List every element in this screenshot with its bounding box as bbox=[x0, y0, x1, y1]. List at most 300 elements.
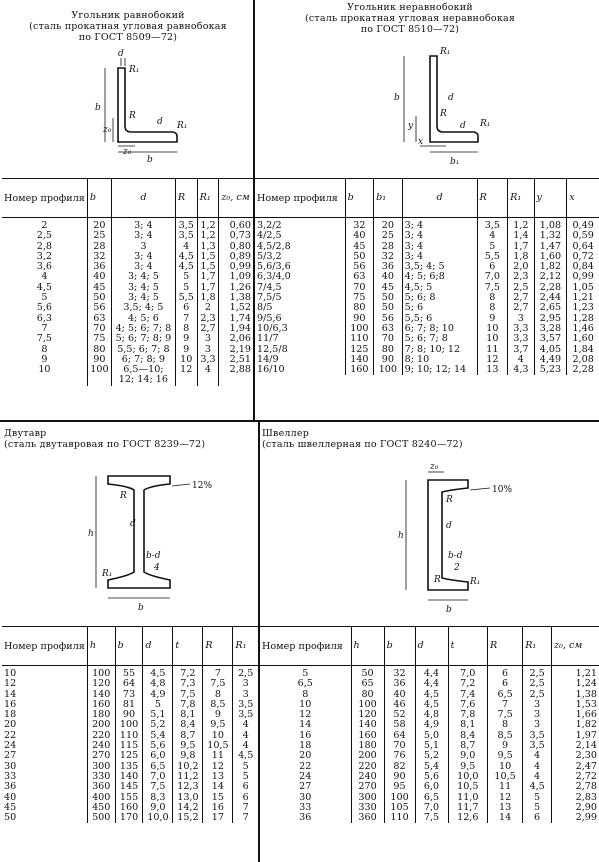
table-cell: 7 bbox=[233, 803, 258, 813]
angle-equal-table bbox=[2, 178, 253, 386]
table-cell: 4 bbox=[523, 762, 552, 772]
table-cell: 140 bbox=[87, 690, 115, 700]
table-cell: 3,3 bbox=[508, 324, 534, 334]
table-cell: 36 bbox=[299, 812, 312, 824]
table-cell: 16/10 bbox=[257, 364, 285, 376]
table-cell: 80 bbox=[87, 345, 111, 355]
table-cell: 4,5/2,8 bbox=[257, 240, 291, 252]
table-cell bbox=[175, 375, 197, 385]
table-cell: 10/6,3 bbox=[257, 322, 288, 334]
table-cell: 2 bbox=[41, 220, 48, 231]
table-cell: 2,28 bbox=[567, 365, 599, 375]
table-cell: 240 bbox=[351, 772, 384, 782]
table-cell: 1,08 bbox=[534, 218, 567, 232]
table-cell: 5,6 bbox=[143, 741, 173, 751]
table-cell: 11,2 bbox=[173, 772, 203, 782]
table-cell: 4,9 bbox=[143, 690, 173, 700]
table-cell: 3; 4; 5 bbox=[111, 283, 175, 293]
table-cell: 115 bbox=[115, 741, 143, 751]
table-cell: 135 bbox=[115, 762, 143, 772]
table-cell: 4,05 bbox=[534, 345, 567, 355]
table-cell: 5,2 bbox=[143, 720, 173, 730]
table-cell: 4,8 bbox=[415, 710, 448, 720]
table-cell: 360 bbox=[351, 813, 384, 823]
table-cell: 10,2 bbox=[173, 762, 203, 772]
table-cell: 5,4 bbox=[415, 762, 448, 772]
table-cell: 3; 4 bbox=[111, 252, 175, 262]
table-cell: 9/5,6 bbox=[257, 312, 282, 324]
table-cell: 4,5; 5 bbox=[402, 283, 477, 293]
table-cell: 9; 10; 12; 14 bbox=[402, 365, 477, 375]
table-cell: 6,3/4,0 bbox=[257, 271, 291, 283]
table-cell: 5 bbox=[175, 283, 197, 293]
table-cell: 220 bbox=[87, 731, 115, 741]
table-cell: 9,5 bbox=[448, 762, 487, 772]
table-cell: 6 bbox=[175, 303, 197, 313]
angle-unequal-title: Угольник неравнобокий bbox=[347, 2, 473, 13]
table-cell: 1,84 bbox=[567, 345, 599, 355]
table-cell: 1,32 bbox=[534, 231, 567, 241]
table-cell: 2,72 bbox=[552, 772, 599, 782]
col-b1: b₁ bbox=[374, 179, 403, 218]
table-cell: 2,95 bbox=[534, 314, 567, 324]
svg-text:z₀: z₀ bbox=[123, 147, 132, 157]
col-d: d bbox=[402, 179, 477, 218]
table-cell: 9 bbox=[175, 345, 197, 355]
table-cell: 56 bbox=[87, 303, 111, 313]
table-cell: 9,5 bbox=[173, 741, 203, 751]
table-cell: 40 bbox=[345, 231, 374, 241]
table-cell: 7,8 bbox=[173, 700, 203, 710]
table-cell: 1,2 bbox=[508, 218, 534, 232]
svg-text:R: R bbox=[446, 495, 453, 505]
table-cell: 2,44 bbox=[534, 293, 567, 303]
table-cell: 110 bbox=[115, 731, 143, 741]
table-cell: 2,06 bbox=[219, 334, 253, 344]
table-cell: 2,30 bbox=[552, 751, 599, 761]
table-cell: 50 bbox=[374, 303, 403, 313]
table-cell: 200 bbox=[87, 720, 115, 730]
table-cell: 3,2/2 bbox=[257, 220, 282, 231]
table-cell: 3 bbox=[111, 242, 175, 252]
table-cell: 3; 4 bbox=[402, 242, 477, 252]
ibeam-heading bbox=[4, 428, 205, 450]
table-cell: 45 bbox=[374, 283, 403, 293]
table-cell: 0,49 bbox=[567, 218, 599, 232]
table-cell: 100 bbox=[384, 793, 415, 803]
table-cell: 3 bbox=[508, 314, 534, 324]
table-cell: 5 bbox=[233, 762, 258, 772]
table-cell: 3; 4 bbox=[111, 262, 175, 272]
table-cell: 330 bbox=[351, 803, 384, 813]
table-cell: 0,73 bbox=[219, 231, 253, 241]
table-cell: 6,5 bbox=[297, 678, 313, 690]
svg-text:R₁: R₁ bbox=[177, 121, 188, 131]
table-cell: 95 bbox=[384, 782, 415, 792]
table-cell: 270 bbox=[351, 782, 384, 792]
table-cell: 3,5 bbox=[523, 731, 552, 741]
table-cell: 8 bbox=[477, 293, 508, 303]
col-profile: Номер профиля bbox=[2, 627, 87, 666]
table-cell: 7,5 bbox=[36, 333, 53, 345]
table-cell: 3 bbox=[197, 345, 219, 355]
table-cell: 4 bbox=[477, 231, 508, 241]
table-cell: 1,94 bbox=[219, 324, 253, 334]
table-cell: 9 bbox=[41, 353, 48, 365]
table-cell: 70 bbox=[345, 283, 374, 293]
table-cell: 4,4 bbox=[415, 679, 448, 689]
table-cell: 14,2 bbox=[173, 803, 203, 813]
table-cell: 7,0 bbox=[143, 772, 173, 782]
table-cell: 1,97 bbox=[552, 731, 599, 741]
table-cell: 11 bbox=[488, 782, 523, 792]
table-cell: 64 bbox=[384, 731, 415, 741]
table-cell: 1,7 bbox=[197, 283, 219, 293]
table-cell: 8,4 bbox=[173, 720, 203, 730]
table-cell: 12 bbox=[477, 355, 508, 365]
table-cell: 10,0 bbox=[448, 772, 487, 782]
svg-text:y: y bbox=[408, 121, 414, 131]
table-cell: 1,38 bbox=[219, 293, 253, 303]
table-cell: 7,6 bbox=[448, 700, 487, 710]
table-cell: 4; 5; 6 bbox=[111, 314, 175, 324]
table-cell: 5; 6 bbox=[402, 303, 477, 313]
table-cell: 13 bbox=[477, 365, 508, 375]
table-cell: 0,99 bbox=[567, 272, 599, 282]
svg-text:b-d: b-d bbox=[448, 551, 463, 561]
ibeam-diagram bbox=[80, 462, 230, 622]
table-cell: 10,5 bbox=[203, 741, 233, 751]
table-cell: 1,60 bbox=[534, 252, 567, 262]
table-cell: 0,99 bbox=[219, 262, 253, 272]
table-cell: 32 bbox=[384, 666, 415, 680]
table-cell: 8; 10 bbox=[402, 355, 477, 365]
table-cell: 8,5 bbox=[203, 700, 233, 710]
table-cell: 90 bbox=[374, 355, 403, 365]
col-d: d bbox=[143, 627, 173, 666]
channel-diagram bbox=[390, 458, 520, 623]
table-cell: 82 bbox=[384, 762, 415, 772]
svg-text:h: h bbox=[88, 529, 94, 539]
angle-unequal-diagram bbox=[390, 40, 505, 170]
table-cell: 2,51 bbox=[219, 355, 253, 365]
table-cell: 1,21 bbox=[552, 666, 599, 680]
svg-text:d: d bbox=[157, 117, 163, 127]
table-cell: 36 bbox=[4, 781, 17, 793]
col-R: R bbox=[488, 627, 523, 666]
table-cell: 2,47 bbox=[552, 762, 599, 772]
table-cell: 155 bbox=[115, 793, 143, 803]
table-cell: 160 bbox=[115, 803, 143, 813]
table-cell: 3; 4 bbox=[111, 218, 175, 232]
col-b: b bbox=[87, 179, 111, 218]
table-cell: 2,28 bbox=[534, 283, 567, 293]
col-x: x bbox=[567, 179, 599, 218]
table-cell: 220 bbox=[351, 762, 384, 772]
table-cell: 5 bbox=[175, 272, 197, 282]
table-cell: 5; 6; 7; 8 bbox=[402, 334, 477, 344]
table-cell: 120 bbox=[87, 679, 115, 689]
table-cell: 6,5 bbox=[488, 690, 523, 700]
table-cell: 5 bbox=[523, 793, 552, 803]
svg-text:d: d bbox=[130, 519, 136, 529]
table-cell: 3 bbox=[233, 690, 258, 700]
svg-text:R: R bbox=[434, 575, 441, 585]
table-cell: 2,5 bbox=[523, 690, 552, 700]
table-cell: 7,5 bbox=[173, 690, 203, 700]
table-cell: 4 bbox=[233, 741, 258, 751]
table-cell: 15,2 bbox=[173, 813, 203, 823]
table-cell: 1,26 bbox=[219, 283, 253, 293]
table-cell: 3; 4 bbox=[402, 218, 477, 232]
ibeam-subtitle: (сталь двутавровая по ГОСТ 8239—72) bbox=[4, 439, 206, 450]
table-cell: 80 bbox=[351, 690, 384, 700]
table-cell: 300 bbox=[87, 762, 115, 772]
table-cell: 4 bbox=[523, 772, 552, 782]
table-cell: 12 bbox=[4, 678, 17, 690]
table-cell: 3; 4 bbox=[402, 231, 477, 241]
table-cell: 5 bbox=[143, 700, 173, 710]
svg-text:x: x bbox=[418, 137, 424, 147]
table-cell: 25 bbox=[87, 231, 111, 241]
table-cell: 1,82 bbox=[534, 262, 567, 272]
table-cell: 12; 14; 16 bbox=[111, 375, 175, 385]
table-cell: 14 bbox=[203, 782, 233, 792]
table-cell: 3; 4; 5 bbox=[111, 272, 175, 282]
table-cell: 1,3 bbox=[197, 242, 219, 252]
table-cell: 1,66 bbox=[552, 710, 599, 720]
table-cell: 100 bbox=[87, 365, 111, 375]
table-cell: 2,5 bbox=[233, 666, 258, 680]
table-cell: 6,5—10; bbox=[111, 365, 175, 375]
table-cell: 160 bbox=[87, 700, 115, 710]
angle-unequal-subtitle: (сталь прокатная угловая неравнобокая bbox=[304, 13, 516, 24]
table-cell: 2,08 bbox=[567, 355, 599, 365]
angle-unequal-standard: по ГОСТ 8510—72) bbox=[360, 24, 460, 35]
table-cell: 0,84 bbox=[567, 262, 599, 272]
table-cell: 3 bbox=[197, 334, 219, 344]
table-cell: 11 bbox=[477, 345, 508, 355]
table-cell: 14 bbox=[299, 719, 312, 731]
table-cell: 36 bbox=[374, 262, 403, 272]
svg-text:b-d: b-d bbox=[146, 551, 161, 561]
table-row bbox=[255, 365, 599, 375]
table-cell: 75 bbox=[345, 293, 374, 303]
table-cell: 2,12 bbox=[534, 272, 567, 282]
svg-text:d: d bbox=[118, 49, 124, 59]
col-d: d bbox=[415, 627, 448, 666]
table-cell: 80 bbox=[374, 345, 403, 355]
table-cell: 1,09 bbox=[219, 272, 253, 282]
table-cell: 3; 4 bbox=[402, 252, 477, 262]
table-cell: 11 bbox=[203, 751, 233, 761]
table-cell: 2,5 bbox=[508, 283, 534, 293]
table-cell: 30 bbox=[4, 760, 17, 772]
table-cell: 80 bbox=[345, 303, 374, 313]
table-cell: 6 bbox=[233, 793, 258, 803]
svg-text:2: 2 bbox=[454, 563, 460, 573]
table-cell: 3,5 bbox=[233, 700, 258, 710]
svg-text:z₀: z₀ bbox=[103, 125, 112, 135]
col-R: R bbox=[175, 179, 197, 218]
table-cell: 100 bbox=[374, 365, 403, 375]
table-cell: 40 bbox=[374, 272, 403, 282]
table-cell: 12 bbox=[299, 709, 312, 721]
table-cell: 3,3 bbox=[508, 334, 534, 344]
table-cell: 400 bbox=[87, 793, 115, 803]
table-cell: 10,5 bbox=[448, 782, 487, 792]
table-cell: 56 bbox=[374, 314, 403, 324]
table-cell: 7; 8; 10; 12 bbox=[402, 345, 477, 355]
table-cell: 3,6 bbox=[36, 261, 53, 273]
svg-text:R: R bbox=[120, 491, 127, 501]
table-cell: 9,8 bbox=[173, 751, 203, 761]
table-cell: 50 bbox=[345, 252, 374, 262]
svg-text:b: b bbox=[95, 103, 101, 113]
table-cell: 7,5 bbox=[415, 813, 448, 823]
table-cell: 1,4 bbox=[508, 231, 534, 241]
col-t: t bbox=[448, 627, 487, 666]
table-cell: 5; 6; 7; 8; 9 bbox=[111, 334, 175, 344]
table-cell: 50 bbox=[351, 666, 384, 680]
svg-text:b: b bbox=[147, 155, 153, 165]
table-cell: 100 bbox=[351, 700, 384, 710]
table-cell: 2,3 bbox=[508, 272, 534, 282]
table-cell: 6; 7; 8; 10 bbox=[402, 324, 477, 334]
table-cell: 18 bbox=[299, 740, 312, 752]
table-cell: 4,5 bbox=[233, 751, 258, 761]
table-cell: 2,99 bbox=[552, 813, 599, 823]
table-cell: 90 bbox=[345, 314, 374, 324]
channel-table bbox=[260, 626, 599, 823]
table-cell: 145 bbox=[115, 782, 143, 792]
table-cell: 3 bbox=[523, 700, 552, 710]
table-cell: 4,5 bbox=[415, 700, 448, 710]
table-cell: 7,5 bbox=[488, 710, 523, 720]
table-cell: 8 bbox=[302, 688, 309, 700]
table-cell: 3 bbox=[523, 710, 552, 720]
table-cell: 50 bbox=[87, 293, 111, 303]
svg-text:R₁: R₁ bbox=[440, 47, 451, 57]
table-cell: 2,7 bbox=[508, 293, 534, 303]
table-cell: 2,7 bbox=[197, 324, 219, 334]
svg-text:R₁: R₁ bbox=[129, 65, 140, 75]
table-cell: 110 bbox=[384, 813, 415, 823]
table-cell: 14 bbox=[488, 813, 523, 823]
col-profile: Номер профиля bbox=[255, 179, 345, 218]
table-cell: 2,0 bbox=[508, 262, 534, 272]
table-cell: 8,1 bbox=[173, 710, 203, 720]
table-cell: 4; 5; 6;8 bbox=[402, 272, 477, 282]
table-cell: 3,5; 4; 5 bbox=[402, 262, 477, 272]
table-cell: 63 bbox=[345, 272, 374, 282]
table-cell: 6 bbox=[523, 813, 552, 823]
table-cell: 1,74 bbox=[219, 314, 253, 324]
table-cell: 27 bbox=[299, 781, 312, 793]
svg-text:R₁: R₁ bbox=[480, 119, 491, 129]
table-cell: 9 bbox=[488, 741, 523, 751]
table-cell: 8 bbox=[41, 343, 48, 355]
channel-heading bbox=[262, 428, 463, 450]
table-cell: 8,3 bbox=[143, 793, 173, 803]
table-cell: 40 bbox=[87, 272, 111, 282]
table-cell: 2,19 bbox=[219, 345, 253, 355]
table-cell: 5; 6; 8 bbox=[402, 293, 477, 303]
table-cell: 8,7 bbox=[448, 741, 487, 751]
table-cell: 4,5 bbox=[175, 262, 197, 272]
table-cell: 2 bbox=[197, 303, 219, 313]
table-cell: 64 bbox=[115, 679, 143, 689]
table-cell: 9,5 bbox=[203, 720, 233, 730]
table-cell bbox=[2, 375, 87, 385]
table-cell: 20 bbox=[299, 750, 312, 762]
table-cell: 63 bbox=[374, 324, 403, 334]
angle-equal-heading bbox=[10, 10, 246, 43]
table-cell: 4/2,5 bbox=[257, 230, 282, 242]
svg-text:R₁: R₁ bbox=[102, 569, 113, 579]
table-cell: 22 bbox=[4, 729, 17, 741]
table-cell: 5 bbox=[41, 292, 48, 304]
col-h: h bbox=[351, 627, 384, 666]
table-cell: 3,5 bbox=[477, 218, 508, 232]
table-cell: 7,2 bbox=[448, 679, 487, 689]
svg-text:b: b bbox=[446, 605, 452, 615]
table-cell: 3,28 bbox=[534, 324, 567, 334]
table-cell: 3,2 bbox=[36, 250, 53, 262]
angle-equal-standard: по ГОСТ 8509—72) bbox=[78, 32, 178, 43]
table-cell: 8,1 bbox=[448, 720, 487, 730]
table-cell: 1,82 bbox=[552, 720, 599, 730]
table-cell: 4 bbox=[233, 731, 258, 741]
table-cell: 1,05 bbox=[567, 283, 599, 293]
table-cell: 3,57 bbox=[534, 334, 567, 344]
table-cell: 40 bbox=[384, 690, 415, 700]
table-cell: 1,8 bbox=[508, 252, 534, 262]
table-cell: 5,5; 6; 7; 8 bbox=[111, 345, 175, 355]
table-cell: 32 bbox=[374, 252, 403, 262]
table-cell bbox=[219, 375, 253, 385]
table-cell: 16 bbox=[4, 698, 17, 710]
table-cell: 17 bbox=[203, 813, 233, 823]
table-cell: 5,6 bbox=[36, 302, 53, 314]
svg-text:R: R bbox=[129, 111, 136, 121]
svg-text:R: R bbox=[440, 109, 447, 119]
table-cell: 500 bbox=[87, 813, 115, 823]
table-cell: 2,88 bbox=[219, 365, 253, 375]
table-cell: 9,0 bbox=[448, 751, 487, 761]
ibeam-title: Двутавр bbox=[4, 428, 47, 439]
table-cell bbox=[87, 375, 111, 385]
table-cell: 120 bbox=[351, 710, 384, 720]
table-cell: 7 bbox=[488, 700, 523, 710]
table-cell: 4 bbox=[523, 751, 552, 761]
svg-text:R₁: R₁ bbox=[470, 577, 481, 587]
table-cell: 2,78 bbox=[552, 782, 599, 792]
table-cell: 3 bbox=[233, 679, 258, 689]
table-cell: 105 bbox=[384, 803, 415, 813]
table-cell: 5,6 bbox=[415, 772, 448, 782]
table-cell: 4,5 bbox=[175, 252, 197, 262]
table-cell: 7 bbox=[203, 666, 233, 680]
table-cell: 1,28 bbox=[567, 314, 599, 324]
table-cell: 3; 4 bbox=[111, 231, 175, 241]
table-cell: 7,3 bbox=[173, 679, 203, 689]
table-cell: 7,5 bbox=[143, 782, 173, 792]
table-cell: 2,14 bbox=[552, 741, 599, 751]
table-cell: 7/4,5 bbox=[257, 281, 282, 293]
table-cell: 18 bbox=[4, 709, 17, 721]
table-cell: 36 bbox=[384, 679, 415, 689]
